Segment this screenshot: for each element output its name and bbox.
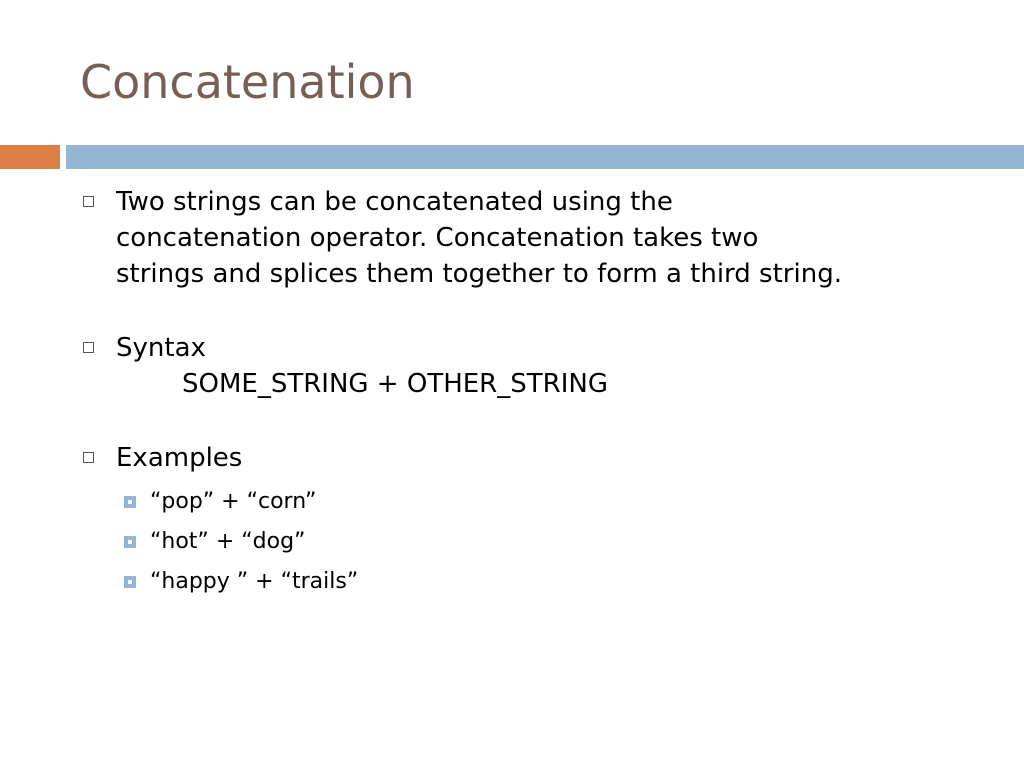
example-item xyxy=(116,562,980,602)
bullet-item-examples xyxy=(80,440,980,602)
example-text: “happy ” + “trails” xyxy=(150,569,359,594)
syntax-label: Syntax xyxy=(116,333,206,363)
square-bullet-icon xyxy=(83,342,94,353)
slide-content xyxy=(80,184,980,602)
example-text: “pop” + “corn” xyxy=(150,489,317,514)
bullet-text-line: concatenation operator. Concatenation takes two xyxy=(116,223,759,253)
examples-label: Examples xyxy=(116,443,243,473)
bullet-item-syntax xyxy=(80,330,980,402)
slide-title: Concatenation xyxy=(80,55,415,109)
bullet-item-concatenation-description xyxy=(80,184,980,292)
bullet-text-line: Two strings can be concatenated using the xyxy=(116,187,673,217)
sub-square-bullet-icon xyxy=(124,496,136,508)
title-divider-bar xyxy=(66,145,1024,169)
examples-list xyxy=(116,482,980,602)
example-item xyxy=(116,482,980,522)
bullet-text-line: strings and splices them together to form a third string. xyxy=(116,259,842,289)
square-bullet-icon xyxy=(83,452,94,463)
example-item xyxy=(116,522,980,562)
sub-square-bullet-icon xyxy=(124,536,136,548)
title-accent-bar xyxy=(0,145,60,169)
syntax-code: SOME_STRING + OTHER_STRING xyxy=(182,369,608,399)
example-text: “hot” + “dog” xyxy=(150,529,306,554)
sub-square-bullet-icon xyxy=(124,576,136,588)
square-bullet-icon xyxy=(83,196,94,207)
